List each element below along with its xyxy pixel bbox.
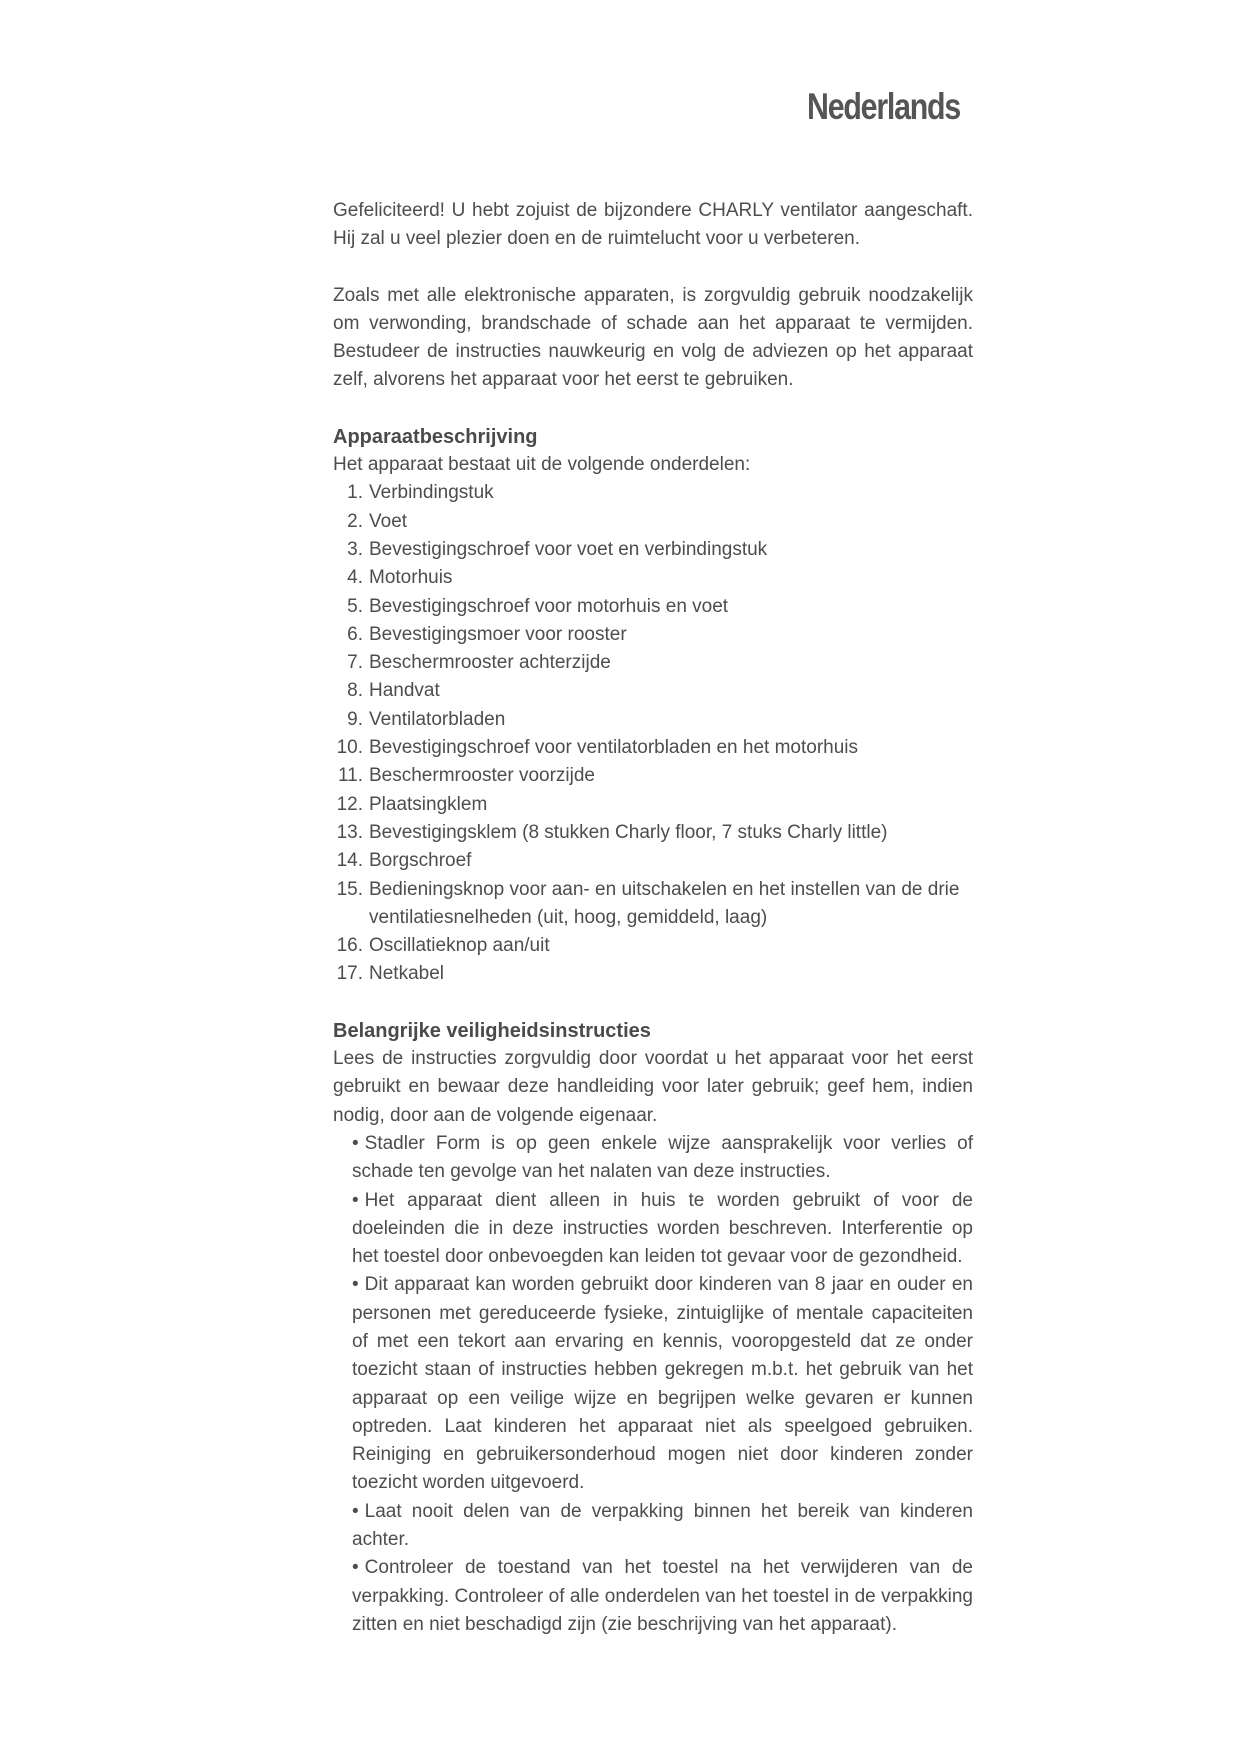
part-label: Verbindingstuk bbox=[369, 482, 494, 504]
bullet-icon: • bbox=[352, 1189, 359, 1211]
part-label: Motorhuis bbox=[369, 567, 453, 589]
part-number: 15. bbox=[336, 878, 363, 900]
list-item bbox=[352, 1498, 973, 1555]
part-number: 4. bbox=[347, 567, 363, 589]
part-label: Handvat bbox=[369, 680, 440, 702]
part-label: Bevestigingsmoer voor rooster bbox=[369, 623, 627, 645]
device-description-heading: Apparaatbeschrijving bbox=[333, 425, 538, 448]
part-number: 1. bbox=[347, 482, 363, 504]
safety-lead: Lees de instructies zorgvuldig door voordat u het apparaat voor het eerst gebruikt en bewaar deze handleiding voor later gebruik; geef hem, indien nodig, door aan de volgende eigenaar. bbox=[333, 1048, 973, 1126]
parts-list bbox=[333, 479, 973, 988]
part-label: Beschermrooster achterzijde bbox=[369, 652, 611, 674]
list-item bbox=[352, 1271, 973, 1497]
part-number: 16. bbox=[336, 935, 363, 957]
part-label: Netkabel bbox=[369, 963, 444, 985]
part-label: Oscillatieknop aan/uit bbox=[369, 935, 550, 957]
safety-section bbox=[333, 1017, 973, 1640]
device-description-lead: Het apparaat bestaat uit de volgende onderdelen: bbox=[333, 454, 751, 476]
safety-bullet-list bbox=[333, 1130, 973, 1639]
manual-content bbox=[333, 197, 973, 1639]
part-number: 8. bbox=[347, 680, 363, 702]
part-number: 2. bbox=[347, 510, 363, 532]
part-label: Borgschroef bbox=[369, 850, 472, 872]
device-description-section bbox=[333, 423, 973, 989]
list-item bbox=[352, 1130, 973, 1187]
part-number: 17. bbox=[336, 963, 363, 985]
part-label: Ventilatorbladen bbox=[369, 708, 506, 730]
part-label: Bevestigingschroef voor voet en verbindingstuk bbox=[369, 538, 768, 560]
list-item bbox=[333, 791, 973, 819]
intro-paragraph: Gefeliciteerd! U hebt zojuist de bijzondere CHARLY ventilator aangeschaft. Hij zal u veel plezier doen en de ruimtelucht voor u verbeteren. bbox=[333, 200, 973, 250]
part-number: 10. bbox=[336, 737, 363, 759]
list-item bbox=[333, 508, 973, 536]
bullet-text: Laat nooit delen van de verpakking binnen het bereik van kinderen achter. bbox=[352, 1500, 973, 1551]
list-item bbox=[333, 677, 973, 705]
bullet-text: Dit apparaat kan worden gebruikt door kinderen van 8 jaar en ouder en personen met gereduceerde fysieke, zintuiglijke of mentale capaciteiten of met een tekort aan ervaring en kennis, vooropgesteld dat ze onder toezicht staan of instructies hebben gekregen m.b.t. het gebruik van het apparaat op een veilige wijze en begrijpen welke gevaren er kunnen optreden. Laat kinderen het apparaat niet als speelgoed gebruiken. Reiniging en gebruikersonderhoud mogen niet door kinderen zonder toezicht worden uitgevoerd. bbox=[352, 1274, 973, 1494]
part-number: 11. bbox=[337, 765, 363, 787]
part-label: Bedieningsknop voor aan- en uitschakelen en het instellen van de drie ventilatiesnelheden (uit, hoog, gemiddeld, laag) bbox=[369, 878, 960, 928]
bullet-text: Stadler Form is op geen enkele wijze aansprakelijk voor verlies of schade ten gevolge van het nalaten van deze instructies. bbox=[352, 1132, 973, 1183]
bullet-icon: • bbox=[352, 1132, 359, 1154]
part-number: 3. bbox=[347, 538, 363, 560]
list-item bbox=[333, 536, 973, 564]
list-item bbox=[333, 479, 973, 507]
list-item bbox=[333, 621, 973, 649]
list-item bbox=[333, 876, 973, 933]
bullet-icon: • bbox=[352, 1500, 359, 1522]
list-item bbox=[333, 706, 973, 734]
part-number: 13. bbox=[336, 821, 363, 843]
bullet-text: Het apparaat dient alleen in huis te worden gebruikt of voor de doeleinden die in deze instructies worden beschreven. Interferentie op het toestel door onbevoegden kan leiden tot gevaar voor de gezondheid. bbox=[352, 1189, 973, 1268]
part-number: 14. bbox=[336, 850, 363, 872]
part-label: Bevestigingschroef voor ventilatorbladen en het motorhuis bbox=[369, 737, 859, 759]
list-item bbox=[352, 1554, 973, 1639]
part-label: Beschermrooster voorzijde bbox=[369, 765, 595, 787]
part-number: 6. bbox=[347, 623, 363, 645]
part-number: 12. bbox=[336, 793, 363, 815]
part-number: 7. bbox=[347, 652, 363, 674]
page-language-title: Nederlands bbox=[807, 86, 960, 127]
bullet-icon: • bbox=[352, 1557, 359, 1579]
part-number: 5. bbox=[347, 595, 363, 617]
list-item bbox=[333, 564, 973, 592]
warning-paragraph: Zoals met alle elektronische apparaten, is zorgvuldig gebruik noodzakelijk om verwonding, brandschade of schade aan het apparaat te vermijden. Bestudeer de instructies nauwkeurig en volg de adviezen op het apparaat zelf, alvorens het apparaat voor het eerst te gebruiken. bbox=[333, 284, 973, 391]
list-item bbox=[333, 819, 973, 847]
part-label: Bevestigingsklem (8 stukken Charly floor, 7 stuks Charly little) bbox=[369, 821, 888, 843]
bullet-icon: • bbox=[352, 1274, 359, 1296]
bullet-text: Controleer de toestand van het toestel na het verwijderen van de verpakking. Controleer of alle onderdelen van het toestel in de verpakking zitten en niet beschadigd zijn (zie beschrijving van het apparaat). bbox=[352, 1557, 973, 1635]
list-item bbox=[333, 847, 973, 875]
list-item bbox=[333, 593, 973, 621]
part-number: 9. bbox=[347, 708, 363, 730]
list-item bbox=[333, 932, 973, 960]
list-item bbox=[333, 762, 973, 790]
list-item bbox=[333, 649, 973, 677]
list-item bbox=[333, 734, 973, 762]
list-item bbox=[352, 1187, 973, 1272]
part-label: Bevestigingschroef voor motorhuis en voet bbox=[369, 595, 729, 617]
part-label: Voet bbox=[369, 510, 408, 532]
list-item bbox=[333, 960, 973, 988]
safety-heading: Belangrijke veiligheidsinstructies bbox=[333, 1019, 651, 1042]
part-label: Plaatsingklem bbox=[369, 793, 488, 815]
